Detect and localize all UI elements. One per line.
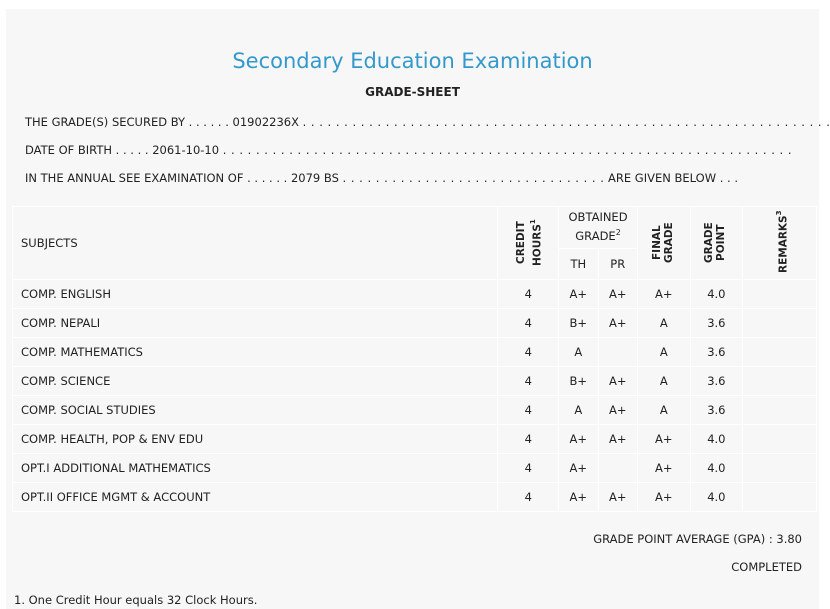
secured-by-line	[25, 115, 830, 129]
obtained-grade-header	[559, 207, 638, 249]
dob-label: DATE OF BIRTH . . . . .	[25, 143, 149, 157]
subject-cell: OPT.I ADDITIONAL MATHEMATICS	[13, 454, 498, 483]
credit-cell: 4	[498, 367, 559, 396]
grade-point-cell: 3.6	[690, 396, 743, 425]
dob-value: 2061-10-10	[152, 143, 220, 157]
subject-cell: COMP. ENGLISH	[13, 280, 498, 309]
th-grade-cell: A	[559, 396, 598, 425]
pr-grade-cell	[598, 454, 637, 483]
table-row	[13, 338, 817, 367]
pr-grade-cell: A+	[598, 309, 637, 338]
final-grade-cell: A	[637, 396, 690, 425]
table-row	[13, 280, 817, 309]
table-row	[13, 483, 817, 512]
final-grade-cell: A	[637, 309, 690, 338]
secured-by-dots: . . . . . . . . . . . . . . . . . . . . . . . . . . . . . . . . . . . . . . . . . . . . . . . . . . . . . . . . . . . . . . . .	[302, 115, 830, 129]
subject-cell: COMP. HEALTH, POP & ENV EDU	[13, 425, 498, 454]
credit-hour-footnote: 1. One Credit Hour equals 32 Clock Hours.	[14, 593, 258, 607]
obtained-footnote-mark: 2	[615, 228, 621, 238]
table-header-row	[13, 207, 817, 249]
credit-cell: 4	[498, 309, 559, 338]
pr-grade-cell: A+	[598, 483, 637, 512]
gpa-summary: GRADE POINT AVERAGE (GPA) : 3.80	[593, 532, 802, 546]
secured-by-label: THE GRADE(S) SECURED BY . . . . . .	[25, 115, 229, 129]
pr-header: PR	[598, 248, 637, 279]
remarks-cell	[743, 425, 817, 454]
table-row	[13, 309, 817, 338]
credit-cell: 4	[498, 396, 559, 425]
grade-point-cell: 4.0	[690, 280, 743, 309]
subject-cell: COMP. MATHEMATICS	[13, 338, 498, 367]
th-grade-cell: A+	[559, 483, 598, 512]
th-grade-cell: B+	[559, 367, 598, 396]
remarks-cell	[743, 280, 817, 309]
pr-grade-cell: A+	[598, 280, 637, 309]
remarks-cell	[743, 367, 817, 396]
subjects-header	[13, 207, 498, 280]
grade-point-cell: 3.6	[690, 338, 743, 367]
th-grade-cell: A+	[559, 454, 598, 483]
final-grade-cell: A	[637, 367, 690, 396]
credit-hours-label: CREDIT HOURS	[515, 221, 544, 267]
final-grade-cell: A+	[637, 483, 690, 512]
th-header: TH	[559, 248, 598, 279]
th-grade-cell: A+	[559, 280, 598, 309]
table-row	[13, 425, 817, 454]
remarks-cell	[743, 396, 817, 425]
final-grade-cell: A+	[637, 425, 690, 454]
final-grade-cell: A+	[637, 280, 690, 309]
grade-point-cell: 4.0	[690, 483, 743, 512]
th-grade-cell: A+	[559, 425, 598, 454]
credit-cell: 4	[498, 280, 559, 309]
grade-point-header	[690, 207, 743, 280]
pr-grade-cell: A+	[598, 367, 637, 396]
grade-point-cell: 4.0	[690, 454, 743, 483]
table-row	[13, 396, 817, 425]
table-row	[13, 367, 817, 396]
credit-cell: 4	[498, 483, 559, 512]
pr-grade-cell	[598, 338, 637, 367]
th-grade-cell: B+	[559, 309, 598, 338]
credit-hours-header	[498, 207, 559, 280]
remarks-header	[743, 207, 817, 280]
subject-cell: OPT.II OFFICE MGMT & ACCOUNT	[13, 483, 498, 512]
symbol-number: 01902236X	[232, 115, 299, 129]
remarks-cell	[743, 454, 817, 483]
remarks-cell	[743, 483, 817, 512]
exam-suffix: ARE GIVEN BELOW . . .	[608, 171, 738, 185]
grade-point-cell: 3.6	[690, 309, 743, 338]
grade-sheet	[6, 9, 830, 609]
credit-cell: 4	[498, 338, 559, 367]
remarks-label: REMARKS	[777, 215, 790, 273]
exam-label: IN THE ANNUAL SEE EXAMINATION OF . . . . . .	[25, 171, 288, 185]
remarks-cell	[743, 309, 817, 338]
final-grade-label: FINAL GRADE	[650, 222, 675, 264]
credit-footnote-mark: 1	[529, 219, 538, 225]
grade-point-cell: 3.6	[690, 367, 743, 396]
dob-line	[25, 143, 792, 157]
exam-line	[25, 171, 738, 185]
grade-sheet-heading: GRADE-SHEET	[365, 85, 460, 99]
exam-title: Secondary Education Examination	[232, 49, 593, 73]
final-grade-cell: A	[637, 338, 690, 367]
final-grade-header	[637, 207, 690, 280]
remarks-footnote-mark: 3	[774, 210, 783, 216]
subjects-header-label: SUBJECTS	[21, 236, 78, 250]
remarks-cell	[743, 338, 817, 367]
dob-dots: . . . . . . . . . . . . . . . . . . . . . . . . . . . . . . . . . . . . . . . . . . . . . . . . . . . . . . . . . . . . . . . . . . . . .	[222, 143, 793, 157]
exam-year: 2079 BS	[290, 171, 339, 185]
grades-table	[12, 206, 817, 512]
table-row	[13, 454, 817, 483]
final-grade-cell: A+	[637, 454, 690, 483]
pr-grade-cell: A+	[598, 396, 637, 425]
th-grade-cell: A	[559, 338, 598, 367]
subject-cell: COMP. SCIENCE	[13, 367, 498, 396]
exam-dots: . . . . . . . . . . . . . . . . . . . . . . . . . . . . . . . .	[342, 171, 605, 185]
result-status: COMPLETED	[731, 560, 802, 574]
subject-cell: COMP. SOCIAL STUDIES	[13, 396, 498, 425]
grade-point-cell: 4.0	[690, 425, 743, 454]
obtained-grade-label: OBTAINED GRADE	[568, 210, 628, 244]
subject-cell: COMP. NEPALI	[13, 309, 498, 338]
credit-cell: 4	[498, 425, 559, 454]
credit-cell: 4	[498, 454, 559, 483]
pr-grade-cell: A+	[598, 425, 637, 454]
grade-point-label: GRADE POINT	[703, 222, 728, 264]
